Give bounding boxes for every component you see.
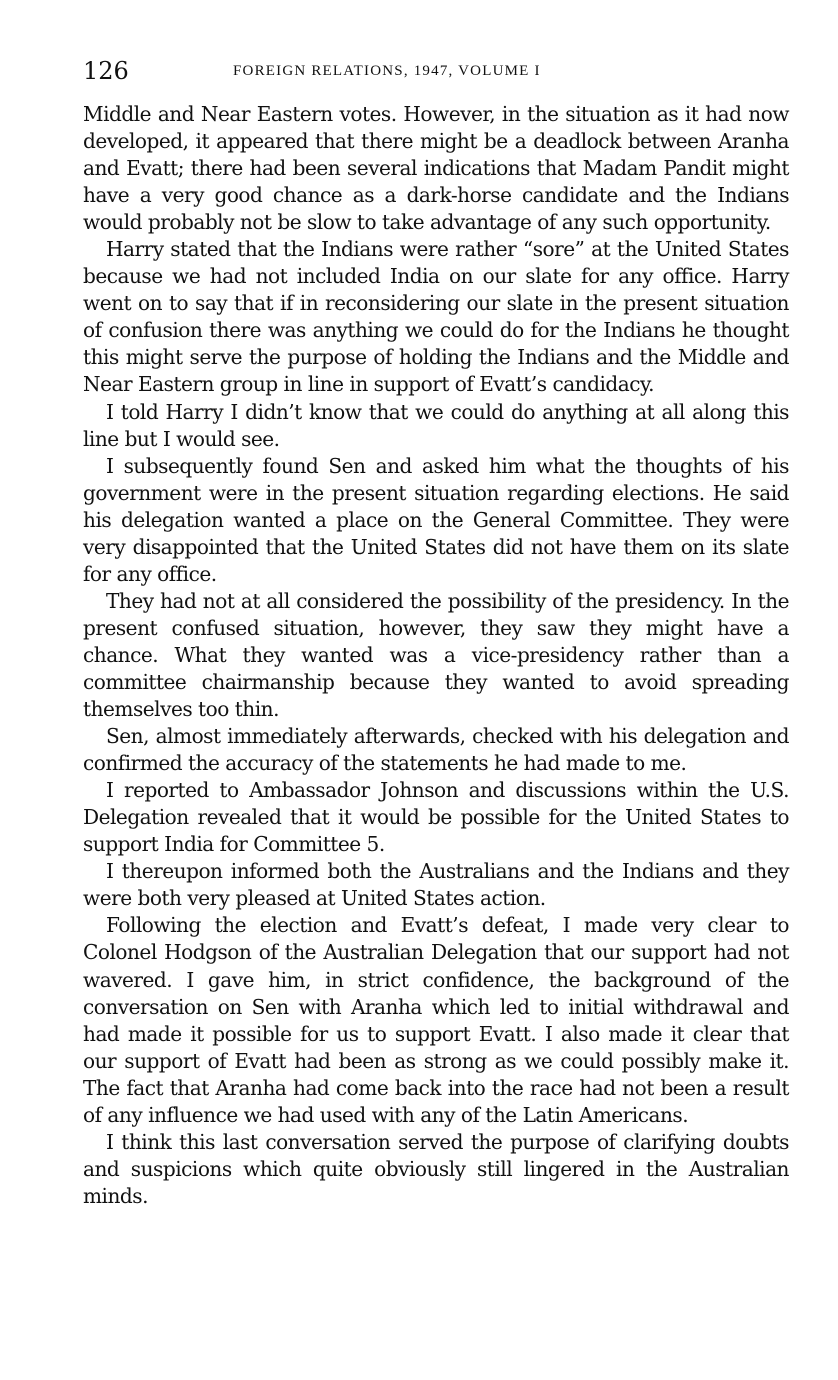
paragraph: I thereupon informed both the Australians and the Indians and they were both very pleased at United States action. xyxy=(83,859,789,911)
paragraph: Following the election and Evatt’s defeat, I made very clear to Colonel Hodgson of the Australian Delegation that our support had not wavered. I gave him, in strict confidence, the background of the conversation on Sen with Aranha which led to initial withdrawal and had made it possible for us to support Evatt. I also made it clear that our support of Evatt had been as strong as we could possibly make it. The fact that Aranha had come back into the race had not been a result of any influence we had used with any of the Latin Americans. xyxy=(83,913,789,1127)
paragraph: I told Harry I didn’t know that we could do anything at all along this line but I would see. xyxy=(83,399,789,451)
running-head: FOREIGN RELATIONS, 1947, VOLUME I xyxy=(233,63,541,79)
paragraph: I subsequently found Sen and asked him what the thoughts of his government were in the present situation regarding elections. He said his delegation wanted a place on the General Committee. They were very disappointed that the United States did not have them on its slate for any office. xyxy=(83,453,789,586)
page-header xyxy=(83,58,789,86)
paragraph: They had not at all considered the possibility of the presidency. In the present confused situation, however, they saw they might have a chance. What they wanted was a vice-presidency rather than a committee chairmanship because they wanted to avoid spreading themselves too thin. xyxy=(83,588,789,722)
paragraph: Harry stated that the Indians were rather “sore” at the United States because we had not included India on our slate for any office. Harry went on to say that if in reconsidering our slate in the present situation of confusion there was anything we could do for the Indians he thought this might serve the purpose of holding the Indians and the Middle and Near Eastern group in line in support of Evatt’s candidacy. xyxy=(83,237,789,397)
body-text xyxy=(83,101,789,1210)
paragraph: I think this last conversation served the purpose of clarifying doubts and suspicions which quite obviously still lingered in the Australian minds. xyxy=(83,1129,789,1208)
paragraph: I reported to Ambassador Johnson and discussions within the U.S. Delegation revealed that it would be possible for the United States to support India for Committee 5. xyxy=(83,778,789,857)
page-number: 126 xyxy=(83,57,129,85)
paragraph: Middle and Near Eastern votes. However, in the situation as it had now developed, it appeared that there might be a deadlock between Aranha and Evatt; there had been several indications that Madam Pandit might have a very good chance as a dark-horse candidate and the Indians would probably not be slow to take advantage of any such opportunity. xyxy=(83,102,789,235)
paragraph: Sen, almost immediately afterwards, checked with his delegation and confirmed the accuracy of the statements he had made to me. xyxy=(83,724,789,776)
